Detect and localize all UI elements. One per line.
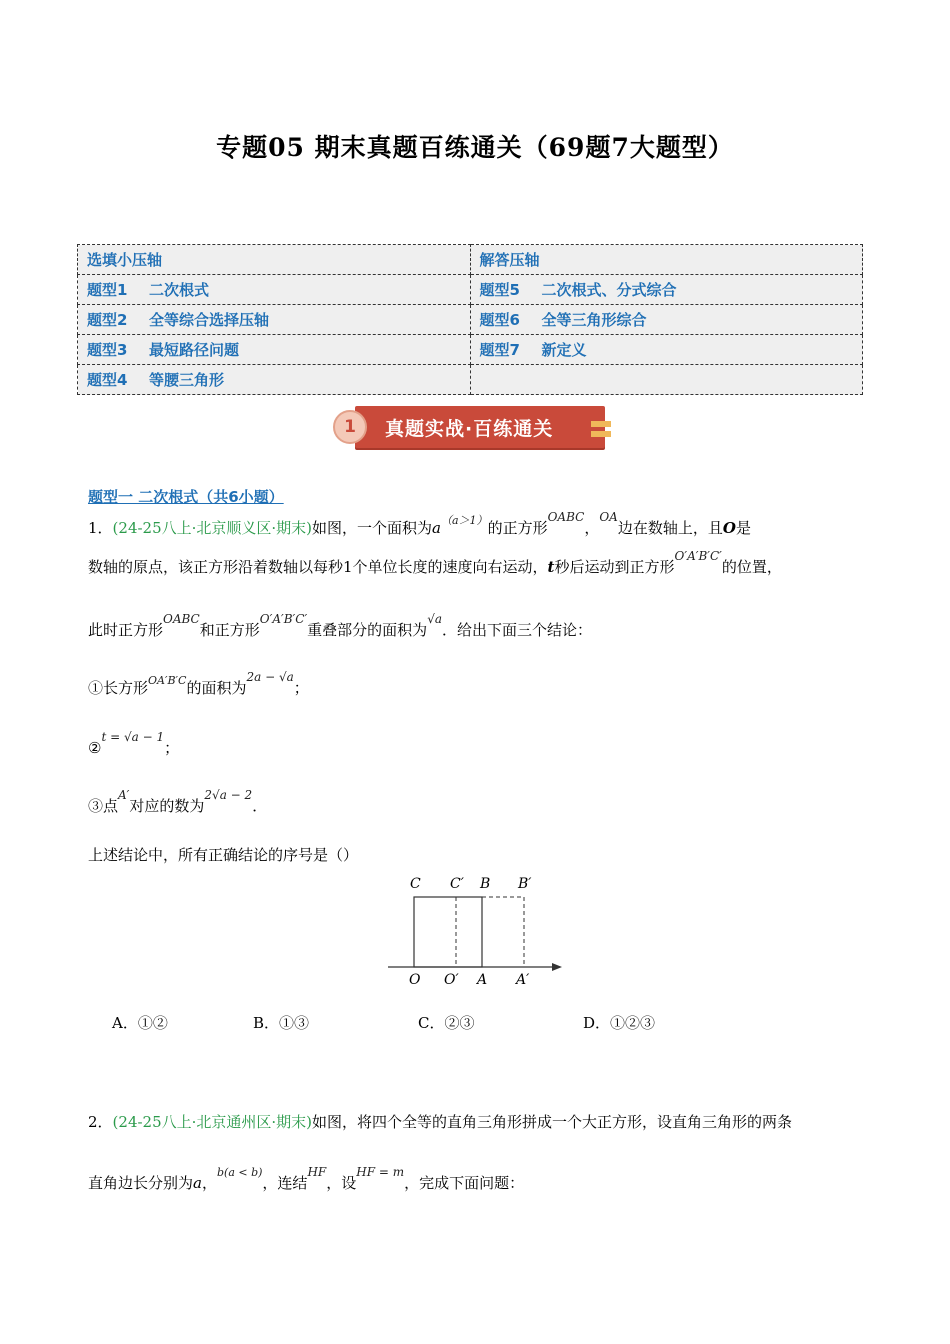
- option-a[interactable]: A．①②: [112, 1014, 168, 1032]
- topic-index-table: [77, 244, 863, 395]
- option-d[interactable]: D．①②③: [583, 1014, 656, 1032]
- q1-line-2: 数轴的原点，该正方形沿着数轴以每秒1个单位长度的速度向右运动，t秒后运动到正方形$^{O'A'B'C'}$的位置，: [88, 549, 782, 576]
- q1-conclusion-3: ③点$^{A'}$对应的数为$^{2√a - 2}$．: [88, 788, 268, 815]
- arrow-head-icon: [552, 963, 562, 971]
- index-empty-cell: [470, 365, 863, 395]
- index-right-header: 解答压轴: [470, 245, 863, 275]
- index-item[interactable]: 题型2 全等综合选择压轴: [78, 305, 471, 335]
- banner-decoration-icon: [591, 421, 611, 427]
- square-oabc: [414, 897, 482, 967]
- q1-line-3: 此时正方形$^{OABC}$和正方形$^{O'A'B'C'}$重叠部分的面积为$^{√a}$．给出下面三个结论：: [88, 612, 593, 639]
- page-title: 专题05 期末真题百练通关（69题7大题型）: [216, 133, 734, 162]
- banner-number-badge: 1: [333, 410, 367, 444]
- index-item[interactable]: 题型1 二次根式: [78, 275, 471, 305]
- index-item[interactable]: 题型4 等腰三角形: [78, 365, 471, 395]
- label-a-prime: A′: [516, 972, 530, 988]
- index-item[interactable]: 题型3 最短路径问题: [78, 335, 471, 365]
- label-a: A: [477, 972, 488, 988]
- label-o: O: [409, 972, 421, 988]
- index-item[interactable]: 题型7 新定义: [470, 335, 863, 365]
- q2-source: (24-25八上·北京通州区·期末): [112, 1113, 313, 1131]
- q1-line-1: 1．(24-25八上·北京顺义区·期末)如图，一个面积为$a^{(a>1)}$的正方形$^{OABC}$，$^{OA}$边在数轴上，且O是: [88, 510, 751, 537]
- label-b-prime: B′: [518, 876, 532, 892]
- q2-line-1: 2．(24-25八上·北京通州区·期末)如图，将四个全等的直角三角形拼成一个大正方形，设直角三角形的两条: [88, 1113, 793, 1131]
- q1-conclusion-1: ①长方形$^{OA'B'C}$的面积为$^{2a - √a}$；: [88, 670, 309, 697]
- q1-conclusion-2: ②$^{t = √a - 1}$；: [88, 730, 180, 757]
- index-item[interactable]: 题型5 二次根式、分式综合: [470, 275, 863, 305]
- figure-squares-on-number-line: [380, 870, 580, 990]
- option-b[interactable]: B．①③: [253, 1014, 310, 1032]
- q1-ask: 上述结论中，所有正确结论的序号是（）: [88, 846, 359, 864]
- label-c-prime: C′: [450, 876, 464, 892]
- section-banner: [333, 404, 613, 450]
- label-o-prime: O′: [444, 972, 459, 988]
- label-c: C: [410, 876, 421, 892]
- q2-line-2: 直角边长分别为a，$^{b(a < b)}$，连结$^{HF}$，设$^{HF = m}$，完成下面问题：: [88, 1165, 525, 1192]
- q1-source: (24-25八上·北京顺义区·期末): [112, 519, 313, 537]
- index-left-header: 选填小压轴: [78, 245, 471, 275]
- banner-decoration-icon: [591, 431, 611, 437]
- banner-text: 真题实战·百练通关: [385, 418, 554, 440]
- label-b: B: [480, 876, 491, 892]
- option-c[interactable]: C．②③: [418, 1014, 475, 1032]
- section-heading: 题型一 二次根式（共6小题）: [88, 488, 284, 506]
- index-item[interactable]: 题型6 全等三角形综合: [470, 305, 863, 335]
